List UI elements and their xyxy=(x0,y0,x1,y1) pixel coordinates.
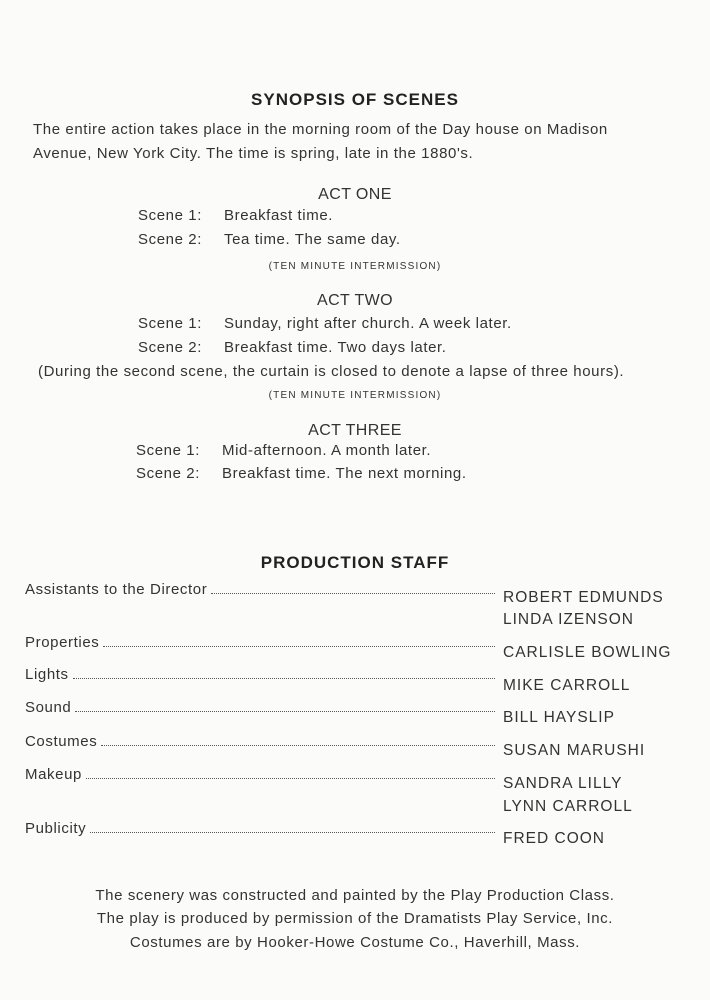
staff-name: SANDRA LILLY xyxy=(503,775,623,792)
staff-role: Publicity xyxy=(25,820,87,837)
staff-role: Assistants to the Director xyxy=(25,581,208,598)
synopsis-intro-line-2: Avenue, New York City. The time is spring, late in the 1880's. xyxy=(33,145,474,162)
act-three-title: ACT THREE xyxy=(308,422,402,439)
act-one-scene-2 xyxy=(138,232,401,247)
act-one-scene-1 xyxy=(138,208,333,223)
scene-label: Scene 1: xyxy=(138,207,203,224)
scene-text: Sunday, right after church. A week later. xyxy=(224,315,512,332)
dot-leader xyxy=(73,677,495,679)
scene-label: Scene 1: xyxy=(138,315,203,332)
staff-role: Makeup xyxy=(25,766,82,783)
staff-row-lights xyxy=(25,667,495,682)
scene-text: Tea time. The same day. xyxy=(224,231,401,248)
staff-name: LINDA IZENSON xyxy=(503,611,634,628)
act-two-scene-2 xyxy=(138,340,447,355)
staff-name: MIKE CARROLL xyxy=(503,677,631,694)
staff-name: CARLISLE BOWLING xyxy=(503,644,672,661)
dot-leader xyxy=(90,831,495,833)
scene-label: Scene 1: xyxy=(136,442,201,459)
act-one-intermission: (TEN MINUTE INTERMISSION) xyxy=(268,261,442,272)
staff-row-sound xyxy=(25,700,495,715)
staff-name: ROBERT EDMUNDS xyxy=(503,589,664,606)
footer-line-3: Costumes are by Hooker-Howe Costume Co., Haverhill, Mass. xyxy=(129,934,581,951)
synopsis-intro-line-1: The entire action takes place in the morning room of the Day house on Madison xyxy=(33,121,608,138)
staff-row-properties xyxy=(25,635,495,650)
scene-label: Scene 2: xyxy=(138,231,203,248)
synopsis-title: SYNOPSIS OF SCENES xyxy=(251,90,459,109)
staff-name: LYNN CARROLL xyxy=(503,798,633,815)
dot-leader xyxy=(75,710,495,712)
act-three-scene-2 xyxy=(136,466,467,481)
dot-leader xyxy=(103,645,495,647)
staff-title: PRODUCTION STAFF xyxy=(260,553,450,572)
scene-text: Breakfast time. The next morning. xyxy=(222,465,467,482)
act-three-scene-1 xyxy=(136,443,431,458)
dot-leader xyxy=(86,777,495,779)
staff-role: Lights xyxy=(25,666,69,683)
staff-row-publicity xyxy=(25,821,495,836)
staff-row-assistants xyxy=(25,582,495,597)
scene-text: Mid-afternoon. A month later. xyxy=(222,442,432,459)
act-two-note: (During the second scene, the curtain is closed to denote a lapse of three hours). xyxy=(38,363,625,380)
staff-row-makeup xyxy=(25,767,495,782)
scene-text: Breakfast time. xyxy=(224,207,334,224)
staff-name: FRED COON xyxy=(503,830,605,847)
staff-name: SUSAN MARUSHI xyxy=(503,742,646,759)
scene-label: Scene 2: xyxy=(138,339,203,356)
staff-row-costumes xyxy=(25,734,495,749)
dot-leader xyxy=(101,744,495,746)
scene-label: Scene 2: xyxy=(136,465,201,482)
act-two-intermission: (TEN MINUTE INTERMISSION) xyxy=(268,390,442,401)
dot-leader xyxy=(211,592,495,594)
staff-role: Properties xyxy=(25,634,100,651)
footer-line-2: The play is produced by permission of the Dramatists Play Service, Inc. xyxy=(96,910,614,927)
staff-name: BILL HAYSLIP xyxy=(503,709,615,726)
footer-line-1: The scenery was constructed and painted by the Play Production Class. xyxy=(95,887,615,904)
staff-role: Costumes xyxy=(25,733,98,750)
act-one-title: ACT ONE xyxy=(318,186,392,203)
act-two-scene-1 xyxy=(138,316,512,331)
staff-role: Sound xyxy=(25,699,72,716)
scene-text: Breakfast time. Two days later. xyxy=(224,339,447,356)
act-two-title: ACT TWO xyxy=(317,292,393,309)
